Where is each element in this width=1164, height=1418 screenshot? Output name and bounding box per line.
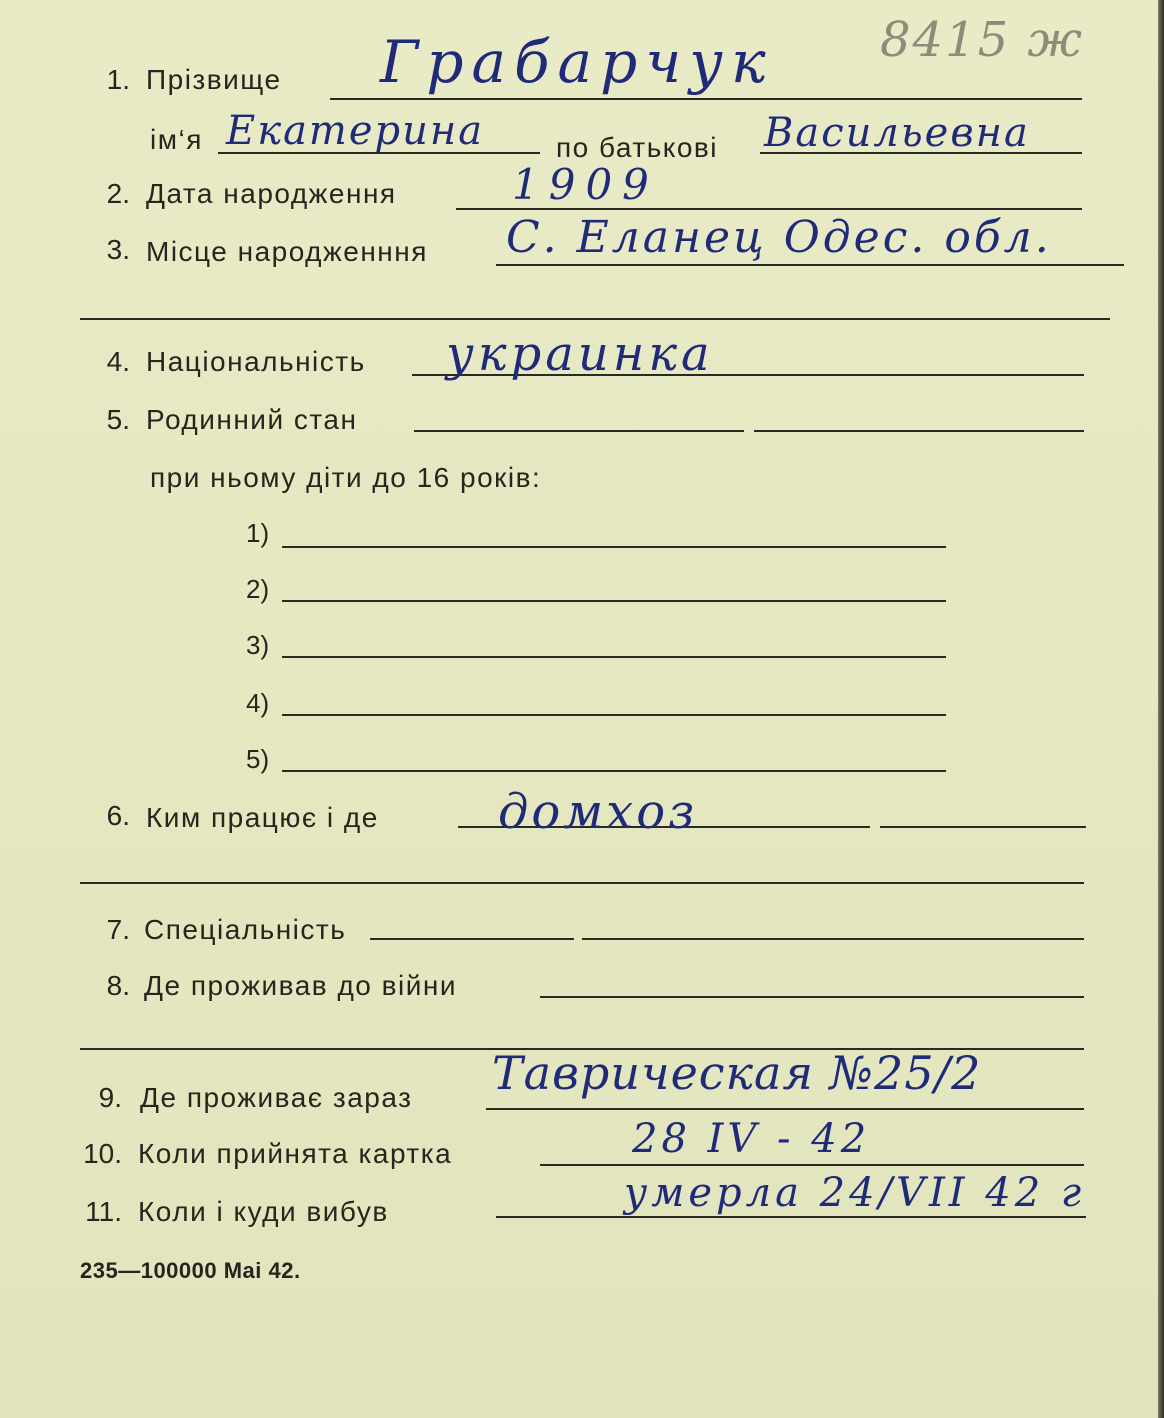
field-3-number: 3. <box>106 234 130 265</box>
occupation-line-2 <box>80 882 1084 884</box>
departed-label: Коли і куди вибув <box>138 1196 389 1227</box>
nationality-value: украинка <box>446 326 714 382</box>
current-residence-value: Таврическая №25/2 <box>492 1046 982 1100</box>
child-4-line <box>282 714 946 716</box>
first-name-label: ім‘я <box>150 124 203 155</box>
card-accepted-line <box>540 1164 1084 1166</box>
speciality-line-a <box>370 938 574 940</box>
children-label: при ньому діти до 16 років: <box>150 462 542 493</box>
occupation-label: Ким працює і де <box>146 802 379 833</box>
card-accepted-value: 28 IV - 42 <box>632 1116 871 1162</box>
marital-status-line-b <box>754 430 1084 432</box>
surname-value: Грабарчук <box>380 28 774 96</box>
birthplace-line <box>496 264 1124 266</box>
card-accepted-label: Коли прийнята картка <box>138 1138 453 1169</box>
occupation-line-b <box>880 826 1086 828</box>
pre-war-residence-label: Де проживав до війни <box>144 970 457 1001</box>
child-1-line <box>282 546 946 548</box>
birthplace-label: Місце народженння <box>146 236 428 267</box>
surname-label: Прізвище <box>146 64 282 95</box>
surname-line <box>330 98 1082 100</box>
field-9-number: 9. <box>98 1082 122 1113</box>
birth-date-value: 1909 <box>512 160 659 209</box>
field-5-number: 5. <box>106 404 130 435</box>
occupation-value: домхоз <box>498 784 698 840</box>
field-4-number: 4. <box>106 346 130 377</box>
birthplace-value: С. Еланец Одес. обл. <box>506 212 1052 263</box>
child-1-number: 1) <box>246 518 270 548</box>
child-4-number: 4) <box>246 688 270 718</box>
field-2-number: 2. <box>106 178 130 209</box>
birthplace-line-2 <box>80 318 1110 320</box>
speciality-label: Спеціальність <box>144 914 347 945</box>
pre-war-residence-line <box>540 996 1084 998</box>
field-8-number: 8. <box>106 970 130 1001</box>
field-7-number: 7. <box>106 914 130 945</box>
departed-line <box>496 1216 1086 1218</box>
patronymic-label: по батькові <box>556 132 719 163</box>
card-number: 8415 ж <box>880 12 1084 68</box>
print-imprint: 235—100000 Mai 42. <box>80 1258 301 1283</box>
child-3-line <box>282 656 946 658</box>
child-2-line <box>282 600 946 602</box>
birth-date-label: Дата народження <box>146 178 397 209</box>
marital-status-label: Родинний стан <box>146 404 358 435</box>
marital-status-line-a <box>414 430 744 432</box>
departed-value: умерла 24/VII 42 г <box>624 1170 1086 1216</box>
nationality-label: Національність <box>146 346 366 377</box>
patronymic-value: Васильевна <box>764 110 1030 156</box>
card-edge <box>1158 0 1164 1418</box>
current-residence-label: Де проживає зараз <box>140 1082 413 1113</box>
field-10-number: 10. <box>83 1138 122 1169</box>
first-name-value: Екатерина <box>226 108 485 154</box>
child-3-number: 3) <box>246 630 270 660</box>
child-2-number: 2) <box>246 574 270 604</box>
field-6-number: 6. <box>106 800 130 831</box>
field-1-number: 1. <box>106 64 130 95</box>
child-5-number: 5) <box>246 744 270 774</box>
field-11-number: 11. <box>85 1196 122 1227</box>
speciality-line-b <box>582 938 1084 940</box>
child-5-line <box>282 770 946 772</box>
current-residence-line <box>486 1108 1084 1110</box>
